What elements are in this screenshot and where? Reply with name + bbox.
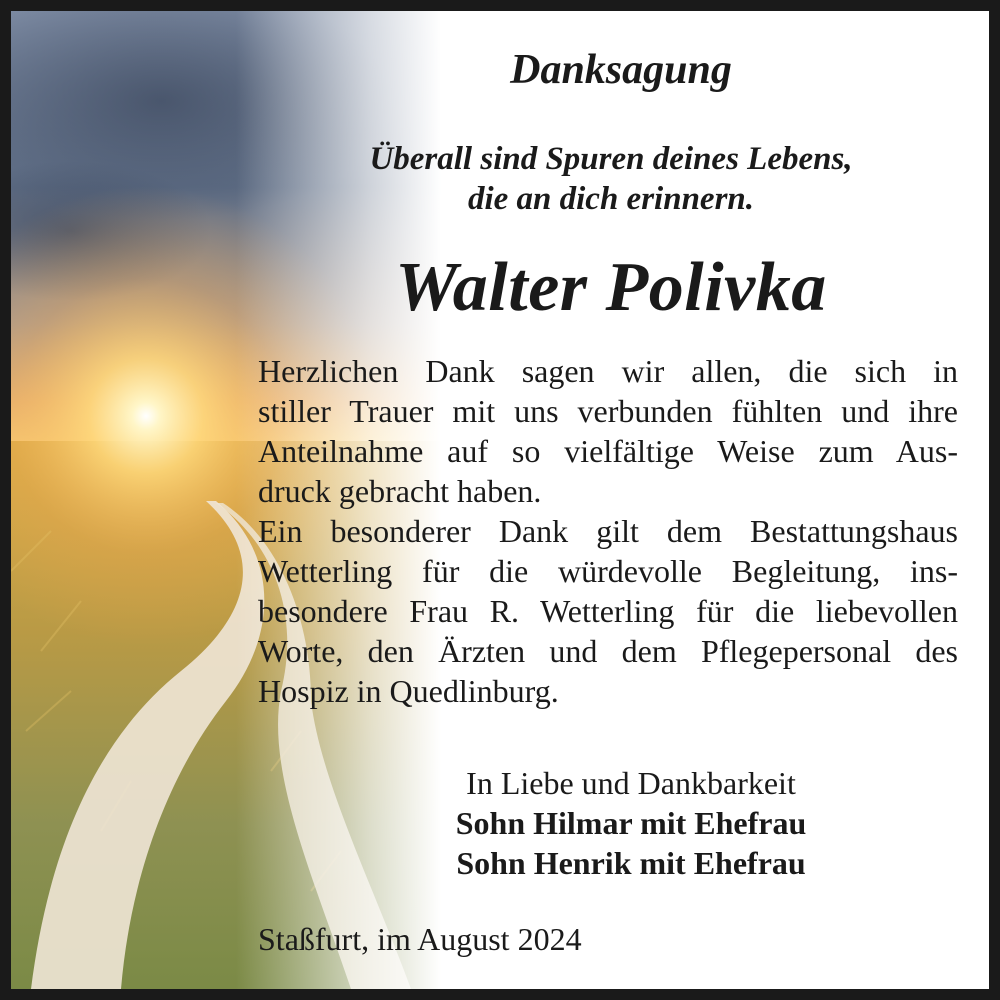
body-line: druck gebracht haben. <box>258 473 542 509</box>
closing-intro: In Liebe und Dankbarkeit <box>466 765 796 801</box>
body-line: Anteilnahme auf so vielfältige Weise zum Aus- <box>258 433 958 469</box>
quote-line: die an dich erinnern. <box>467 181 755 217</box>
signer: Sohn Hilmar mit Ehefrau <box>455 805 807 841</box>
body-line: Herzlichen Dank sagen wir allen, die sich in <box>258 353 958 389</box>
body-line: Ein besonderer Dank gilt dem Bestattungshaus <box>258 513 958 549</box>
body-line: besondere Frau R. Wetterling für die liebevollen <box>258 593 958 629</box>
heading: Danksagung <box>510 47 732 93</box>
text-area <box>11 11 989 989</box>
signer: Sohn Henrik mit Ehefrau <box>456 845 806 881</box>
body-line: stiller Trauer mit uns verbunden fühlten und ihre <box>258 393 958 429</box>
deceased-name: Walter Polivka <box>395 249 827 326</box>
body-line: Hospiz in Quedlinburg. <box>258 673 559 709</box>
memorial-quote <box>311 139 911 219</box>
body-line: Worte, den Ärzten und dem Pflegepersonal des <box>258 633 958 669</box>
thanks-paragraph <box>258 351 958 711</box>
body-line: Wetterling für die würdevolle Begleitung, ins- <box>258 553 958 589</box>
quote-line: Überall sind Spuren deines Lebens, <box>369 141 853 177</box>
place-date: Staßfurt, im August 2024 <box>258 921 582 957</box>
closing-block <box>351 763 911 883</box>
